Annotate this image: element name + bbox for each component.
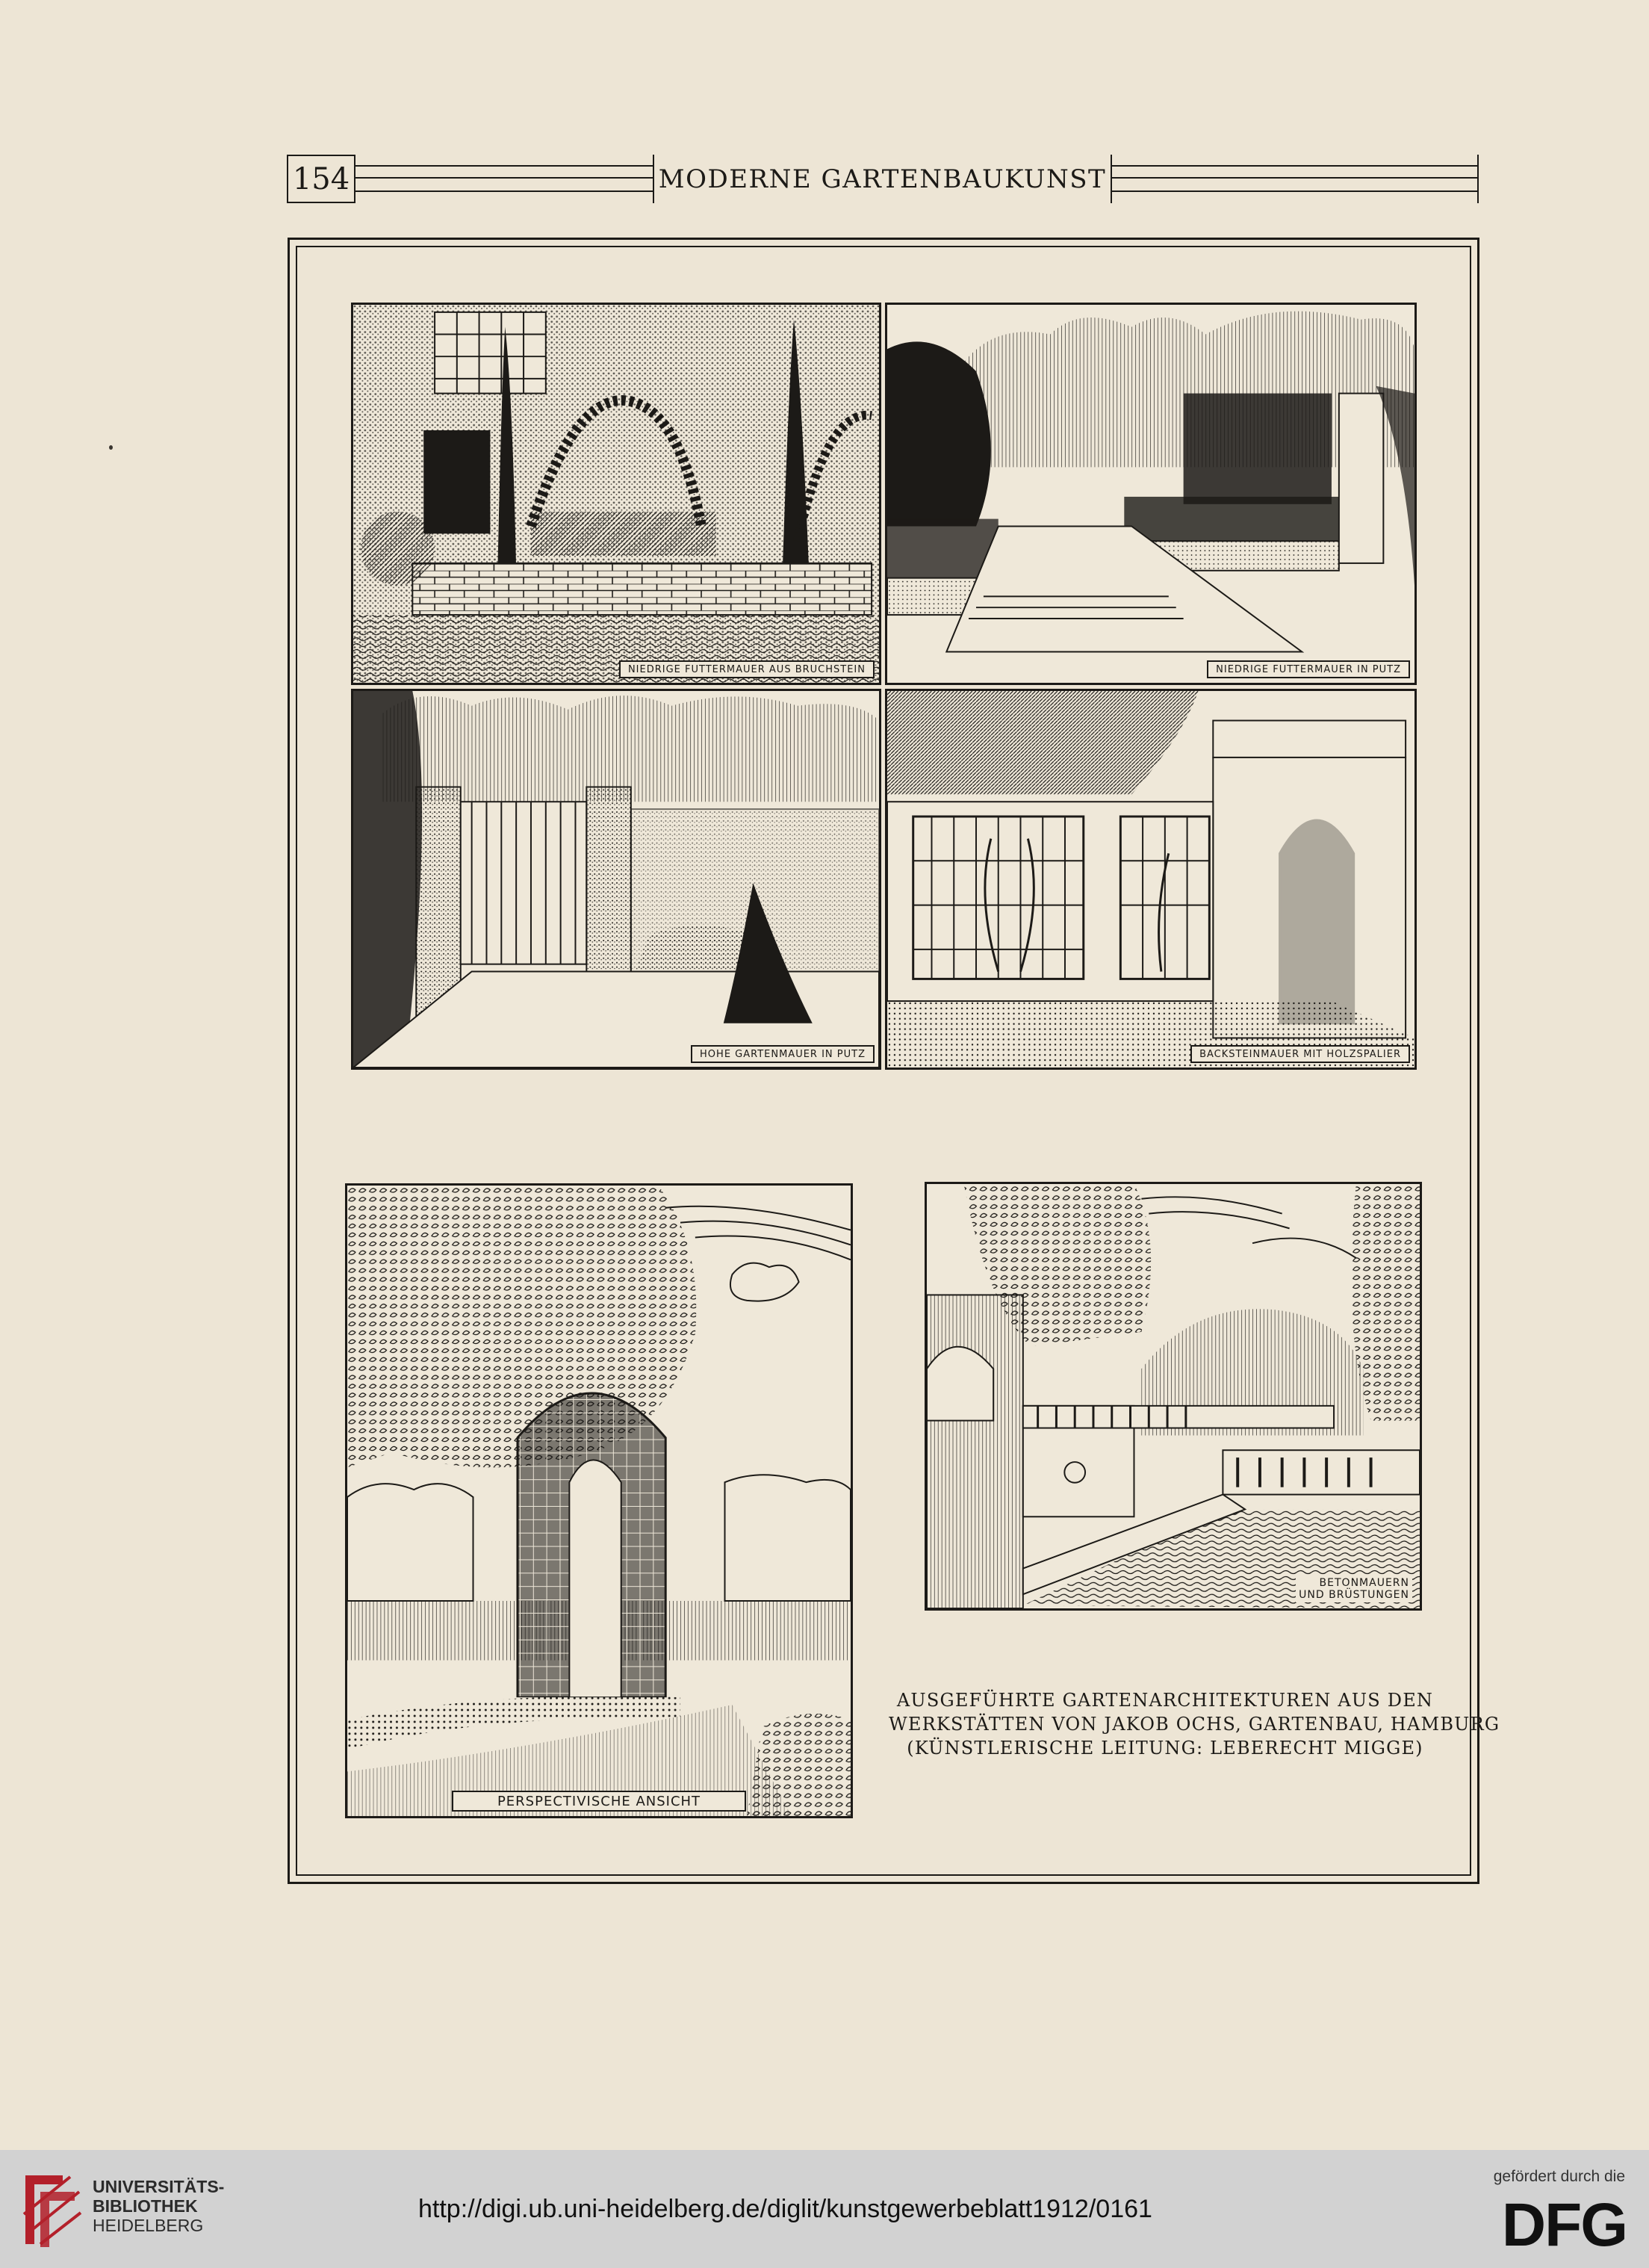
caption-tag: HOHE GARTENMAUER IN PUTZ <box>691 1045 875 1063</box>
illustration-putz-low-wall <box>885 303 1417 685</box>
caption-tag: BACKSTEINMAUER MIT HOLZSPALIER <box>1190 1045 1410 1063</box>
header-rule-right <box>1112 155 1479 203</box>
running-header <box>287 155 1479 203</box>
garden-drawing <box>347 1186 851 1816</box>
header-rule-left <box>355 155 653 203</box>
footer-bar <box>0 2150 1649 2268</box>
library-name[interactable]: UNIVERSITÄTS- BIBLIOTHEK HEIDELBERG <box>93 2177 225 2235</box>
garden-drawing <box>353 305 879 683</box>
illustration-concrete-walls <box>925 1182 1422 1611</box>
caption-line-1: AUSGEFÜHRTE GARTENARCHITEKTUREN AUS DEN <box>896 1690 1434 1711</box>
illustration-perspective-view <box>345 1183 853 1818</box>
illustration-bruchstein-wall <box>351 303 881 685</box>
caption-line: BETONMAUERN <box>1319 1577 1409 1589</box>
dfg-logo[interactable]: DFG <box>1501 2191 1627 2259</box>
running-title: MODERNE GARTENBAUKUNST <box>653 155 1112 203</box>
illustration-brick-wall-trellis <box>885 689 1417 1070</box>
caption-line: UND BRÜSTUNGEN <box>1299 1589 1409 1601</box>
garden-drawing <box>887 691 1414 1068</box>
permalink-url[interactable]: http://digi.ub.uni-heidelberg.de/diglit/kunstgewerbeblatt1912/0161 <box>418 2195 1152 2223</box>
caption-tag: NIEDRIGE FUTTERMAUER IN PUTZ <box>1207 660 1410 678</box>
garden-drawing <box>887 305 1414 683</box>
funded-by-label: gefördert durch die <box>1493 2168 1625 2185</box>
plate-caption <box>889 1688 1500 1760</box>
illustration-high-wall-putz <box>351 689 881 1070</box>
caption-line-3: (KÜNSTLERISCHE LEITUNG: LEBERECHT MIGGE) <box>907 1738 1423 1759</box>
caption-line-2: WERKSTÄTTEN VON JAKOB OCHS, GARTENBAU, HAMBURG <box>889 1714 1500 1735</box>
university-library-logo[interactable] <box>18 2169 82 2252</box>
caption-tag: NIEDRIGE FUTTERMAUER AUS BRUCHSTEIN <box>619 660 875 678</box>
paper-speck <box>109 445 113 450</box>
page-number: 154 <box>287 155 355 203</box>
caption-tag-stacked <box>1296 1575 1412 1602</box>
garden-drawing <box>927 1184 1420 1608</box>
caption-tag: PERSPECTIVISCHE ANSICHT <box>452 1791 746 1812</box>
garden-drawing <box>353 691 879 1068</box>
